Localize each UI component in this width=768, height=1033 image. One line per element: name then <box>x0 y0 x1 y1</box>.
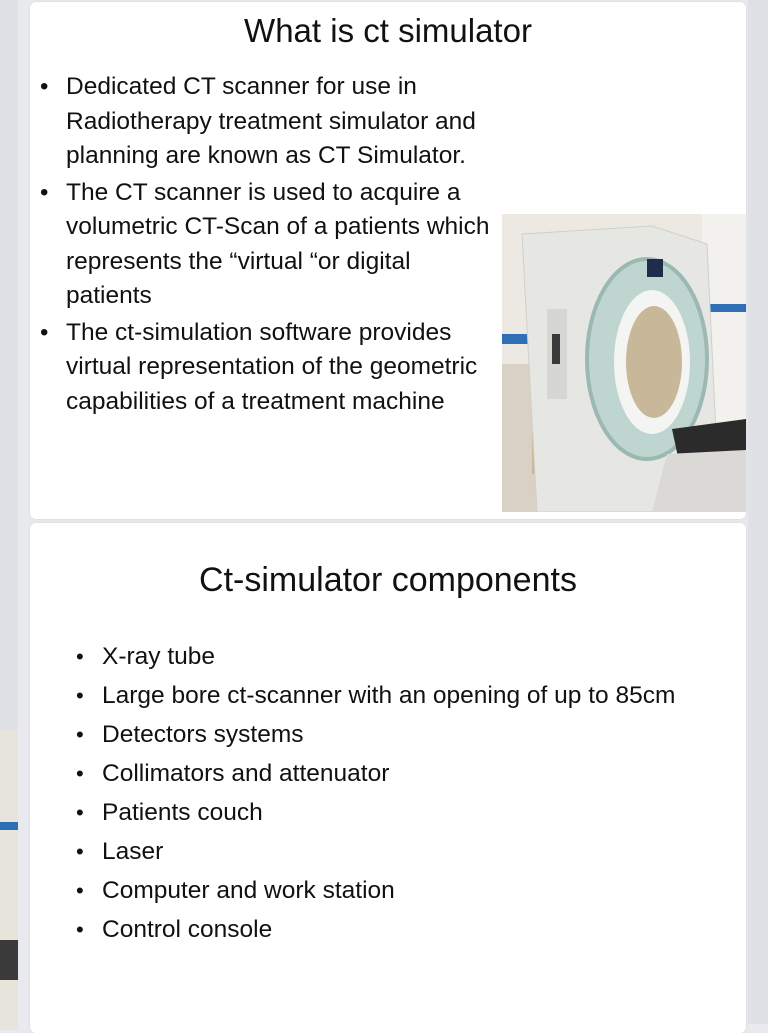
list-item: • The CT scanner is used to acquire a volumetric CT-Scan of a patients which represents the “virtual “or digital patients <box>36 176 496 314</box>
list-item: • Patients couch <box>76 797 716 829</box>
list-item: • Collimators and attenuator <box>76 758 716 790</box>
list-item: • Dedicated CT scanner for use in Radiotherapy treatment simulator and planning are known as CT Simulator. <box>36 70 496 174</box>
list-item: • Control console <box>76 914 716 946</box>
previous-slide-edge <box>0 0 18 1024</box>
next-slide-edge <box>748 0 768 1024</box>
list-item: • Laser <box>76 836 716 868</box>
ct-scanner-photo <box>502 214 746 512</box>
list-item: • X-ray tube <box>76 641 716 673</box>
bullet-list <box>76 641 716 953</box>
slide-title: Ct-simulator components <box>199 561 577 599</box>
list-item: • Detectors systems <box>76 719 716 751</box>
list-item: • The ct-simulation software provides virtual representation of the geometric capabilities of a treatment machine <box>36 316 496 420</box>
list-item: • Large bore ct-scanner with an opening of up to 85cm <box>76 680 716 712</box>
list-item: • Computer and work station <box>76 875 716 907</box>
slide-what-is-ct-simulator <box>30 2 746 519</box>
slide-ct-simulator-components <box>30 523 746 1033</box>
slide-title: What is ct simulator <box>244 12 532 49</box>
bullet-list <box>36 70 496 421</box>
